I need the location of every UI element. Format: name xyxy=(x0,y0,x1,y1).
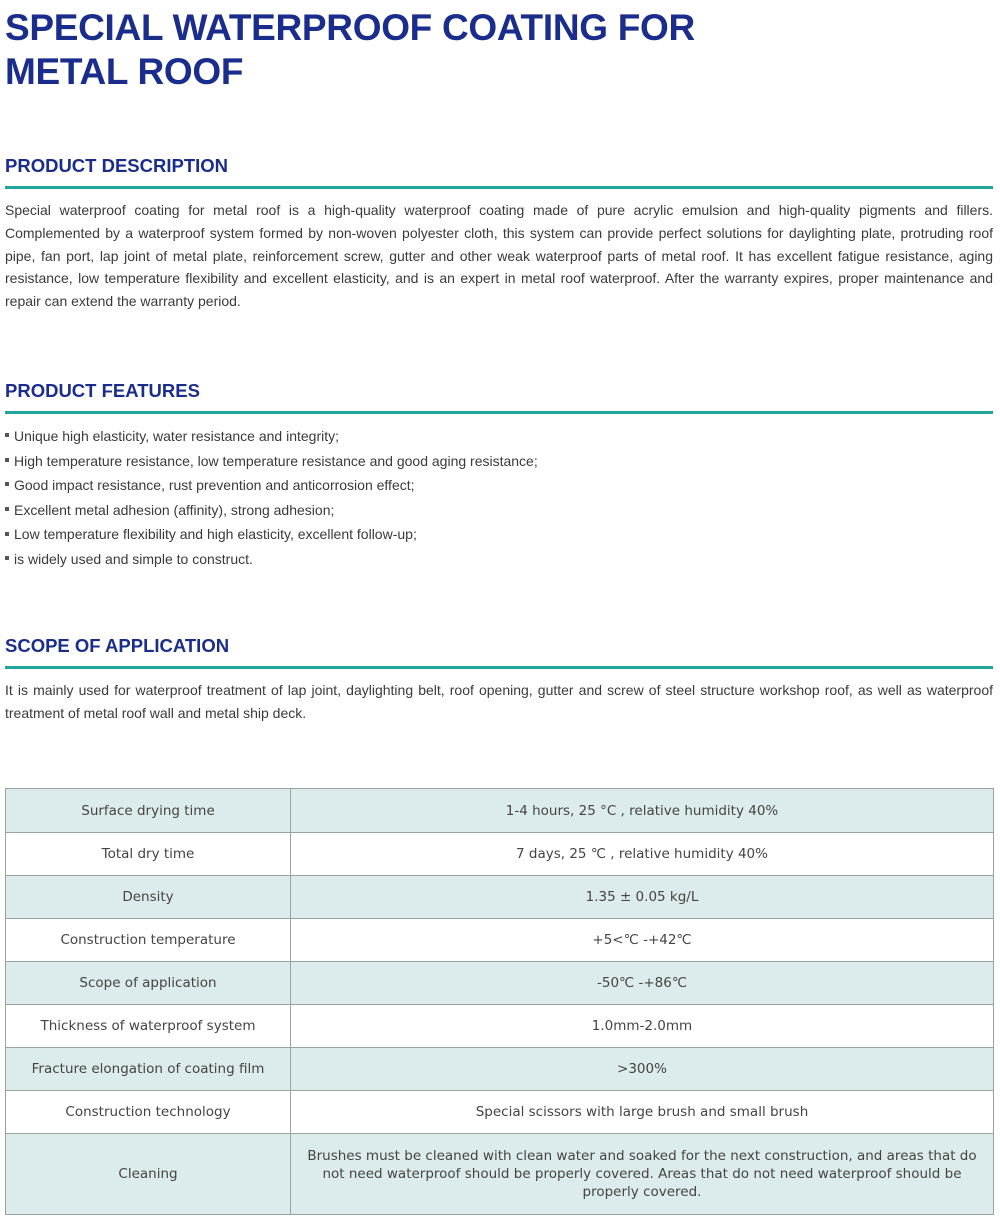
feature-text: Good impact resistance, rust prevention and anticorrosion effect; xyxy=(14,477,415,494)
spec-label: Density xyxy=(6,876,291,919)
spec-value: 1.0mm-2.0mm xyxy=(291,1005,994,1048)
section-heading-description: PRODUCT DESCRIPTION xyxy=(5,155,229,176)
bullet-icon xyxy=(5,482,9,486)
features-list xyxy=(5,424,538,572)
bullet-icon xyxy=(5,433,9,437)
section-divider xyxy=(5,666,993,669)
bullet-icon xyxy=(5,458,9,462)
bullet-icon xyxy=(5,507,9,511)
table-row xyxy=(6,1048,994,1091)
spec-value: Brushes must be cleaned with clean water and soaked for the next construction, and areas that do not need waterproof should be properly covered. Areas that do not need waterproof should be properly covered. xyxy=(291,1134,994,1215)
spec-label: Construction technology xyxy=(6,1091,291,1134)
table-row xyxy=(6,789,994,833)
feature-text: is widely used and simple to construct. xyxy=(14,550,253,567)
section-divider xyxy=(5,411,993,414)
bullet-icon xyxy=(5,532,9,536)
application-paragraph: It is mainly used for waterproof treatment of lap joint, daylighting belt, roof opening, gutter and screw of steel structure workshop roof, as well as waterproof treatment of metal roof wall and metal ship deck. xyxy=(5,682,993,721)
feature-text: Unique high elasticity, water resistance and integrity; xyxy=(14,428,340,444)
spec-table xyxy=(5,788,994,1215)
spec-value: -50℃ -+86℃ xyxy=(291,962,994,1005)
table-row xyxy=(6,833,994,876)
feature-text: Low temperature flexibility and high elasticity, excellent follow-up; xyxy=(14,526,417,543)
bullet-icon xyxy=(5,556,9,560)
spec-value: 7 days, 25 ℃ , relative humidity 40% xyxy=(291,833,994,876)
spec-label: Thickness of waterproof system xyxy=(6,1005,291,1048)
spec-label: Construction temperature xyxy=(6,919,291,962)
table-row xyxy=(6,919,994,962)
description-paragraph: Special waterproof coating for metal roof is a high-quality waterproof coating made of pure acrylic emulsion and high-quality pigments and fillers. Complemented by a waterproof system formed by non-woven polyester cloth, this system can provide perfect solutions for daylighting plate, protruding roof pipe, fan port, lap joint of metal plate, reinforcement screw, gutter and other weak waterproof parts of metal roof. It has excellent fatigue resistance, aging resistance, low temperature flexibility and excellent elasticity, and is an expert in metal roof waterproof. After the warranty expires, proper maintenance and repair can extend the warranty period. xyxy=(5,202,993,310)
spec-value: Special scissors with large brush and small brush xyxy=(291,1091,994,1134)
feature-item xyxy=(5,449,538,474)
table-row xyxy=(6,1134,994,1215)
table-row xyxy=(6,876,994,919)
spec-label: Cleaning xyxy=(6,1134,291,1215)
feature-item xyxy=(5,522,538,547)
feature-text: High temperature resistance, low temperature resistance and good aging resistance; xyxy=(14,452,538,469)
page-title: SPECIAL WATERPROOF COATING FOR METAL ROOF xyxy=(5,7,695,92)
table-row xyxy=(6,962,994,1005)
spec-label: Total dry time xyxy=(6,833,291,876)
section-divider xyxy=(5,186,993,189)
section-heading-features: PRODUCT FEATURES xyxy=(5,380,200,401)
spec-label: Scope of application xyxy=(6,962,291,1005)
spec-value: +5<℃ -+42℃ xyxy=(291,919,994,962)
spec-value: 1.35 ± 0.05 kg/L xyxy=(291,876,994,919)
feature-item xyxy=(5,424,538,449)
feature-item xyxy=(5,498,538,523)
feature-item xyxy=(5,547,538,572)
feature-text: Excellent metal adhesion (affinity), strong adhesion; xyxy=(14,501,335,518)
section-heading-application: SCOPE OF APPLICATION xyxy=(5,635,230,656)
table-row xyxy=(6,1005,994,1048)
table-row xyxy=(6,1091,994,1134)
spec-value: 1-4 hours, 25 °C , relative humidity 40% xyxy=(291,789,994,833)
feature-item xyxy=(5,473,538,498)
spec-label: Fracture elongation of coating film xyxy=(6,1048,291,1091)
spec-value: >300% xyxy=(291,1048,994,1091)
spec-label: Surface drying time xyxy=(6,789,291,833)
